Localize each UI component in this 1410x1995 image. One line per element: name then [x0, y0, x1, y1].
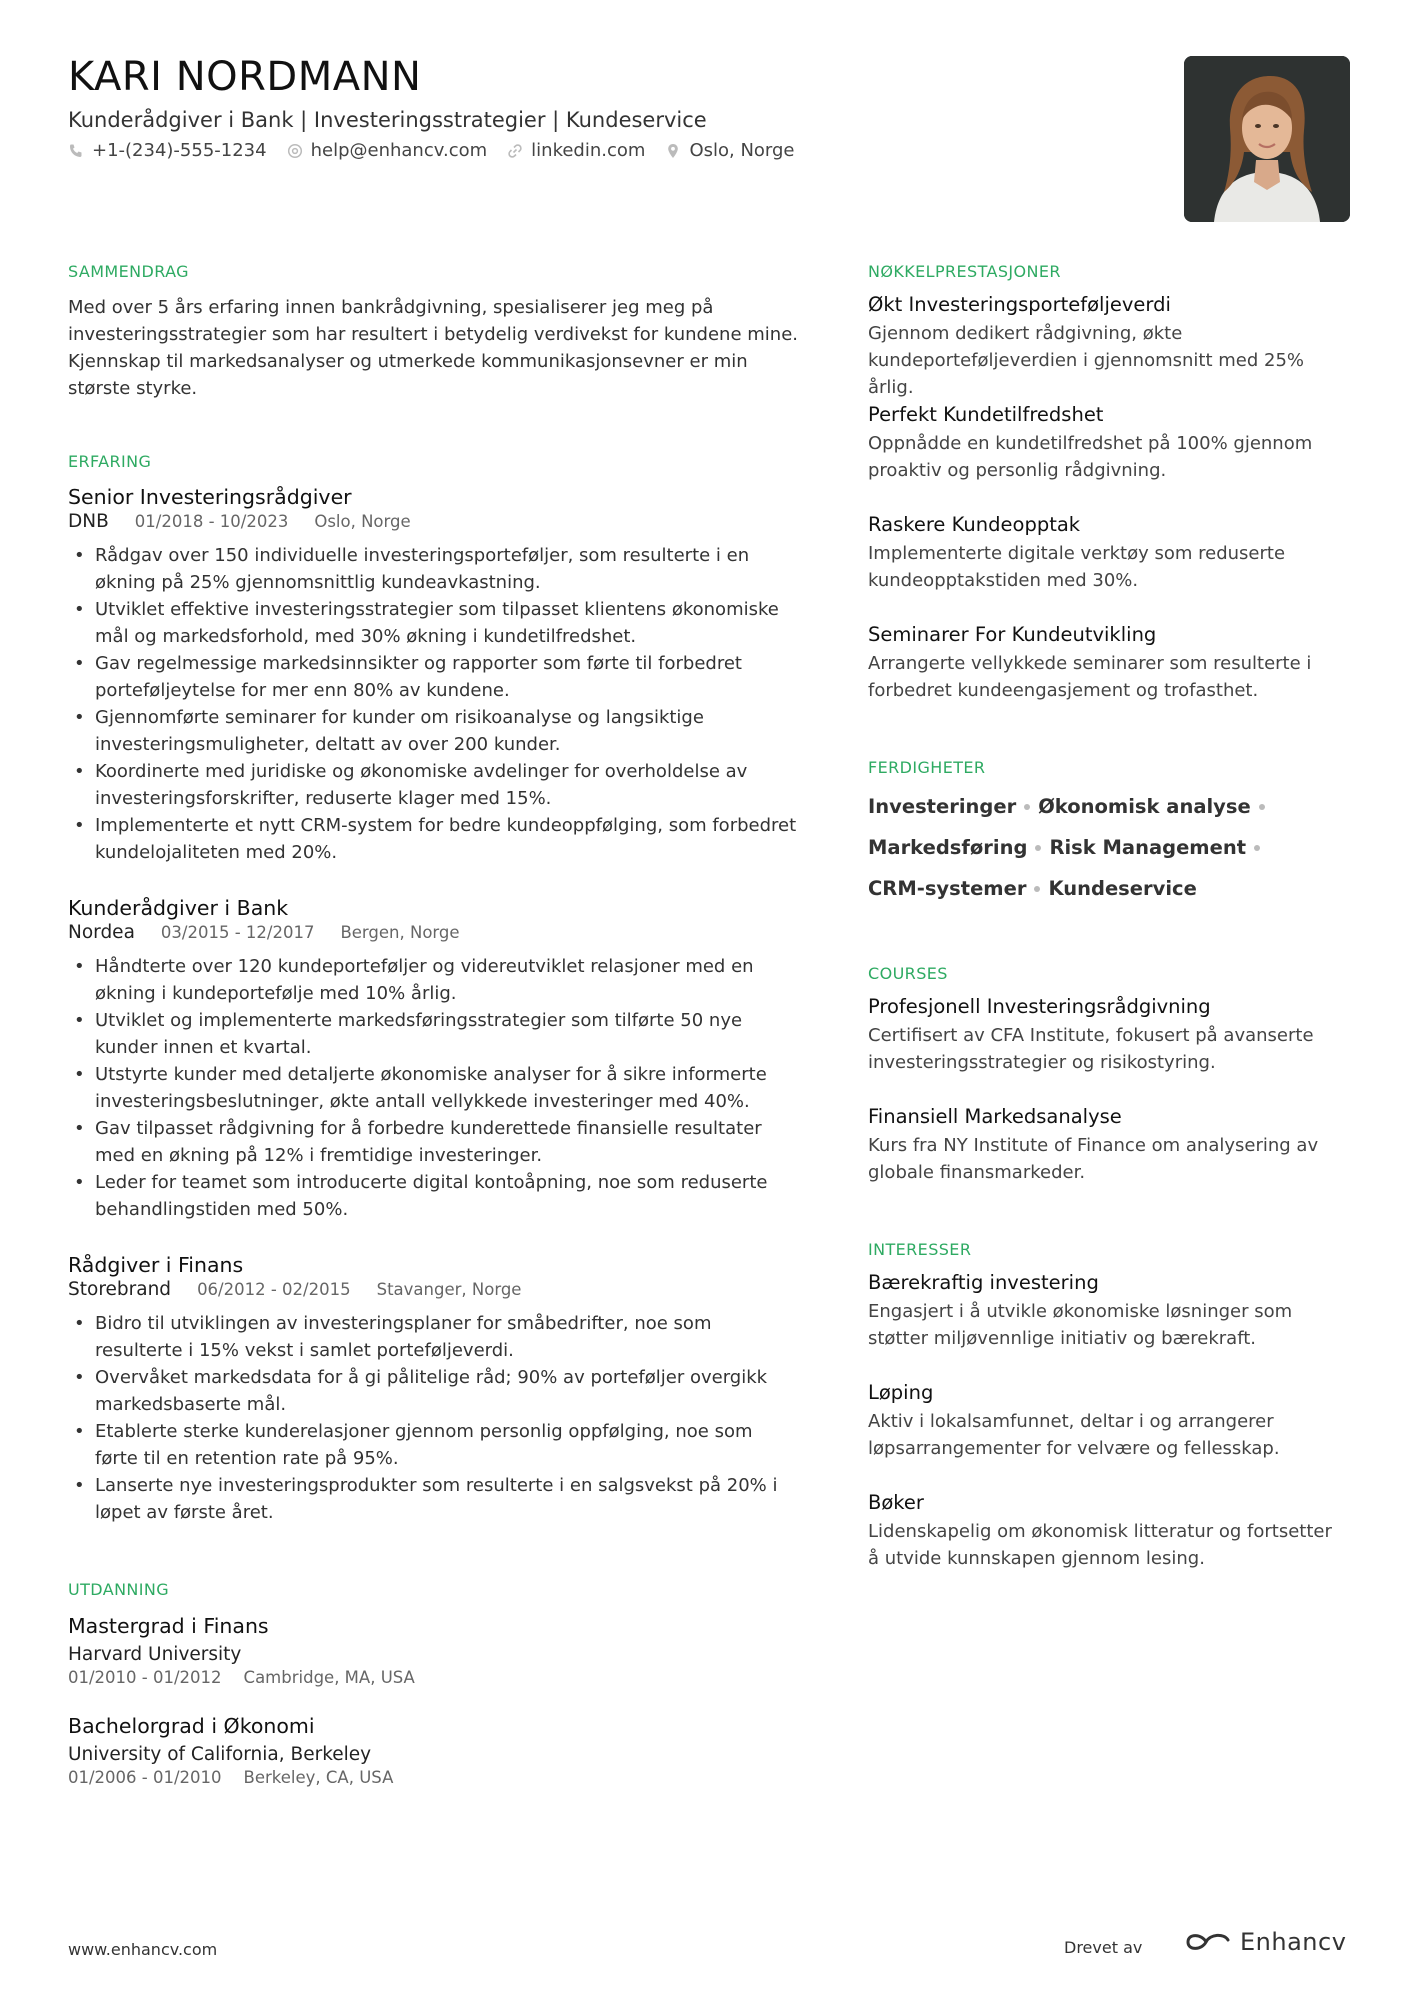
job-location: Oslo, Norge [314, 512, 411, 531]
degree-title: Mastergrad i Finans [68, 1614, 269, 1638]
achievement-title: Perfekt Kundetilfredshet [868, 403, 1104, 426]
bullet-item: • Overvåket markedsdata for å gi pålitelige råd; 90% av porteføljer overgikk markedsbaserte mål. [68, 1364, 798, 1418]
interest-title: Bøker [868, 1491, 924, 1514]
job-title: Rådgiver i Finans [68, 1253, 244, 1277]
skills-list [868, 786, 1348, 909]
job-meta [68, 1278, 798, 1302]
job-company: DNB [68, 511, 109, 532]
interest-item [868, 1490, 1348, 1572]
school-name: University of California, Berkeley [68, 1744, 372, 1765]
enhancv-logo-icon [1184, 1929, 1232, 1955]
bullet-item: • Leder for teamet som introducerte digital kontoåpning, noe som reduserte behandlingstiden med 50%. [68, 1169, 798, 1223]
achievement-desc: Implementerte digitale verktøy som reduserte kundeopptakstiden med 30%. [868, 543, 1286, 591]
education-meta [68, 1667, 798, 1689]
achievement-item [868, 622, 1348, 704]
bullet-item: • Lanserte nye investeringsprodukter som resulterte i en salgsvekst på 20% i løpet av første året. [68, 1472, 798, 1526]
degree-title: Bachelorgrad i Økonomi [68, 1714, 315, 1738]
location-pin-icon [665, 143, 681, 159]
footer-powered-by: Drevet av [1064, 1938, 1143, 1957]
education-dates: 01/2006 - 01/2010 [68, 1768, 222, 1787]
course-title: Profesjonell Investeringsrådgivning [868, 995, 1211, 1018]
separator-dot [1035, 845, 1041, 851]
phone-text: +1-(234)-555-1234 [92, 140, 267, 161]
job-title: Kunderådgiver i Bank [68, 896, 289, 920]
bullet-item: • Implementerte et nytt CRM-system for bedre kundeoppfølging, som forbedret kundelojaliteten med 20%. [68, 812, 798, 866]
skill-row [868, 786, 1348, 827]
bullet-item: • Gav regelmessige markedsinnsikter og rapporter som førte til forbedret porteføljeytelse for mer enn 80% av kundene. [68, 650, 798, 704]
contact-email[interactable] [287, 140, 488, 161]
summary-text: Med over 5 års erfaring innen bankrådgivning, spesialiserer jeg meg på investeringsstrategier som har resultert i betydelig verdivekst for kundene mine. Kjennskap til markedsanalyser og utmerkede kommunikasjonsevner er min største styrke. [68, 297, 798, 399]
interest-title: Bærekraftig investering [868, 1271, 1099, 1294]
bullet-item: • Bidro til utviklingen av investeringsplaner for småbedrifter, noe som resulterte i 15% vekst i samlet porteføljeverdi. [68, 1310, 798, 1364]
achievement-desc: Arrangerte vellykkede seminarer som resulterte i forbedret kundeengasjement og trofasthet. [868, 653, 1312, 701]
linkedin-text[interactable]: linkedin.com [531, 140, 646, 161]
bullet-item: • Koordinerte med juridiske og økonomiske avdelinger for overholdelse av investeringsforskrifter, reduserte klager med 15%. [68, 758, 798, 812]
job-entry [68, 895, 798, 1223]
section-label-courses: COURSES [868, 964, 948, 983]
course-desc: Kurs fra NY Institute of Finance om analysering av globale finansmarkeder. [868, 1135, 1319, 1183]
interest-item [868, 1380, 1348, 1462]
section-label-skills: FERDIGHETER [868, 758, 986, 777]
achievement-title: Økt Investeringsporteføljeverdi [868, 293, 1171, 316]
portrait-image [1184, 56, 1350, 222]
section-label-experience: ERFARING [68, 452, 152, 471]
enhancv-logo[interactable] [1184, 1928, 1346, 1956]
course-title: Finansiell Markedsanalyse [868, 1105, 1122, 1128]
skill-tag: Kundeservice [1048, 877, 1197, 900]
skill-tag: Investeringer [868, 795, 1017, 818]
achievement-title: Seminarer For Kundeutvikling [868, 623, 1157, 646]
job-entry [68, 1252, 798, 1526]
job-bullets [68, 953, 798, 1223]
achievement-desc: Gjennom dedikert rådgivning, økte kundeporteføljeverdien i gjennomsnitt med 25% årlig. [868, 323, 1304, 398]
interest-desc: Lidenskapelig om økonomisk litteratur og fortsetter å utvide kunnskapen gjennom lesing. [868, 1521, 1332, 1569]
skill-tag: Risk Management [1049, 836, 1247, 859]
contact-phone [68, 140, 267, 161]
job-bullets [68, 542, 798, 866]
interest-title: Løping [868, 1381, 934, 1404]
contact-bar [68, 140, 795, 161]
separator-dot [1024, 804, 1030, 810]
education-meta [68, 1767, 798, 1789]
separator-dot [1254, 845, 1260, 851]
skill-tag: CRM-systemer [868, 877, 1027, 900]
education-dates: 01/2010 - 01/2012 [68, 1668, 222, 1687]
education-location: Berkeley, CA, USA [243, 1768, 394, 1787]
skill-row [868, 827, 1348, 868]
job-dates: 06/2012 - 02/2015 [197, 1280, 351, 1299]
bullet-item: • Gjennomførte seminarer for kunder om risikoanalyse og langsiktige investeringsmuligheter, deltatt av over 200 kunder. [68, 704, 798, 758]
course-desc: Certifisert av CFA Institute, fokusert på avanserte investeringsstrategier og risikostyring. [868, 1025, 1314, 1073]
section-label-education: UTDANNING [68, 1580, 170, 1599]
skill-row [868, 868, 1348, 909]
candidate-name: KARI NORDMANN [68, 54, 422, 100]
job-meta [68, 921, 798, 945]
achievement-item [868, 402, 1348, 484]
achievement-item [868, 292, 1348, 401]
course-item [868, 994, 1348, 1076]
interest-desc: Aktiv i lokalsamfunnet, deltar i og arrangerer løpsarrangementer for velvære og fellesskap. [868, 1411, 1280, 1459]
bullet-item: • Utviklet og implementerte markedsføringsstrategier som tilførte 50 nye kunder innen et kvartal. [68, 1007, 798, 1061]
achievement-title: Raskere Kundeopptak [868, 513, 1081, 536]
candidate-subtitle: Kunderådgiver i Bank | Investeringsstrategier | Kundeservice [68, 108, 707, 132]
contact-location [665, 140, 794, 161]
separator-dot [1259, 804, 1265, 810]
achievement-desc: Oppnådde en kundetilfredshet på 100% gjennom proaktiv og personlig rådgivning. [868, 433, 1313, 481]
bullet-item: • Utviklet effektive investeringsstrategier som tilpasset klientens økonomiske mål og markedsforhold, med 30% økning i kundetilfredshet. [68, 596, 798, 650]
education-entry [68, 1713, 798, 1789]
bullet-item: • Etablerte sterke kunderelasjoner gjennom personlig oppfølging, noe som førte til en retention rate på 95%. [68, 1418, 798, 1472]
job-dates: 03/2015 - 12/2017 [160, 923, 315, 942]
job-company: Storebrand [68, 1279, 172, 1300]
achievement-item [868, 512, 1348, 594]
job-location: Stavanger, Norge [376, 1280, 522, 1299]
location-text: Oslo, Norge [689, 140, 795, 161]
link-icon [507, 143, 523, 159]
bullet-item: • Gav tilpasset rådgivning for å forbedre kunderettede finansielle resultater med en økning på 12% i fremtidige investeringer. [68, 1115, 798, 1169]
footer-url[interactable]: www.enhancv.com [68, 1940, 218, 1959]
at-icon [287, 143, 303, 159]
job-dates: 01/2018 - 10/2023 [134, 512, 289, 531]
skill-tag: Økonomisk analyse [1038, 795, 1251, 818]
contact-linkedin[interactable] [507, 140, 645, 161]
bullet-item: • Rådgav over 150 individuelle investeringsporteføljer, som resulterte i en økning på 25% gjennomsnittlig kundeavkastning. [68, 542, 798, 596]
separator-dot [1034, 886, 1040, 892]
job-entry [68, 484, 798, 866]
education-entry [68, 1613, 798, 1689]
school-name: Harvard University [68, 1644, 242, 1665]
bullet-item: • Utstyrte kunder med detaljerte økonomiske analyser for å sikre informerte investeringsbeslutninger, økte antall vellykkede investeringer med 40%. [68, 1061, 798, 1115]
interest-desc: Engasjert i å utvikle økonomiske løsninger som støtter miljøvennlige initiativ og bærekraft. [868, 1301, 1293, 1349]
job-company: Nordea [68, 922, 135, 943]
job-meta [68, 510, 798, 534]
phone-icon [68, 143, 84, 159]
email-text[interactable]: help@enhancv.com [310, 140, 488, 161]
section-label-interests: INTERESSER [868, 1240, 972, 1259]
skill-tag: Markedsføring [868, 836, 1028, 859]
job-bullets [68, 1310, 798, 1526]
enhancv-logo-text: Enhancv [1240, 1928, 1347, 1956]
education-location: Cambridge, MA, USA [243, 1668, 415, 1687]
job-title: Senior Investeringsrådgiver [68, 485, 352, 509]
course-item [868, 1104, 1348, 1186]
interest-item [868, 1270, 1348, 1352]
section-label-achievements: NØKKELPRESTASJONER [868, 262, 1061, 281]
section-label-summary: SAMMENDRAG [68, 262, 189, 281]
job-location: Bergen, Norge [340, 923, 460, 942]
profile-photo [1184, 56, 1350, 222]
bullet-item: • Håndterte over 120 kundeporteføljer og videreutviklet relasjoner med en økning i kundeportefølje med 10% årlig. [68, 953, 798, 1007]
